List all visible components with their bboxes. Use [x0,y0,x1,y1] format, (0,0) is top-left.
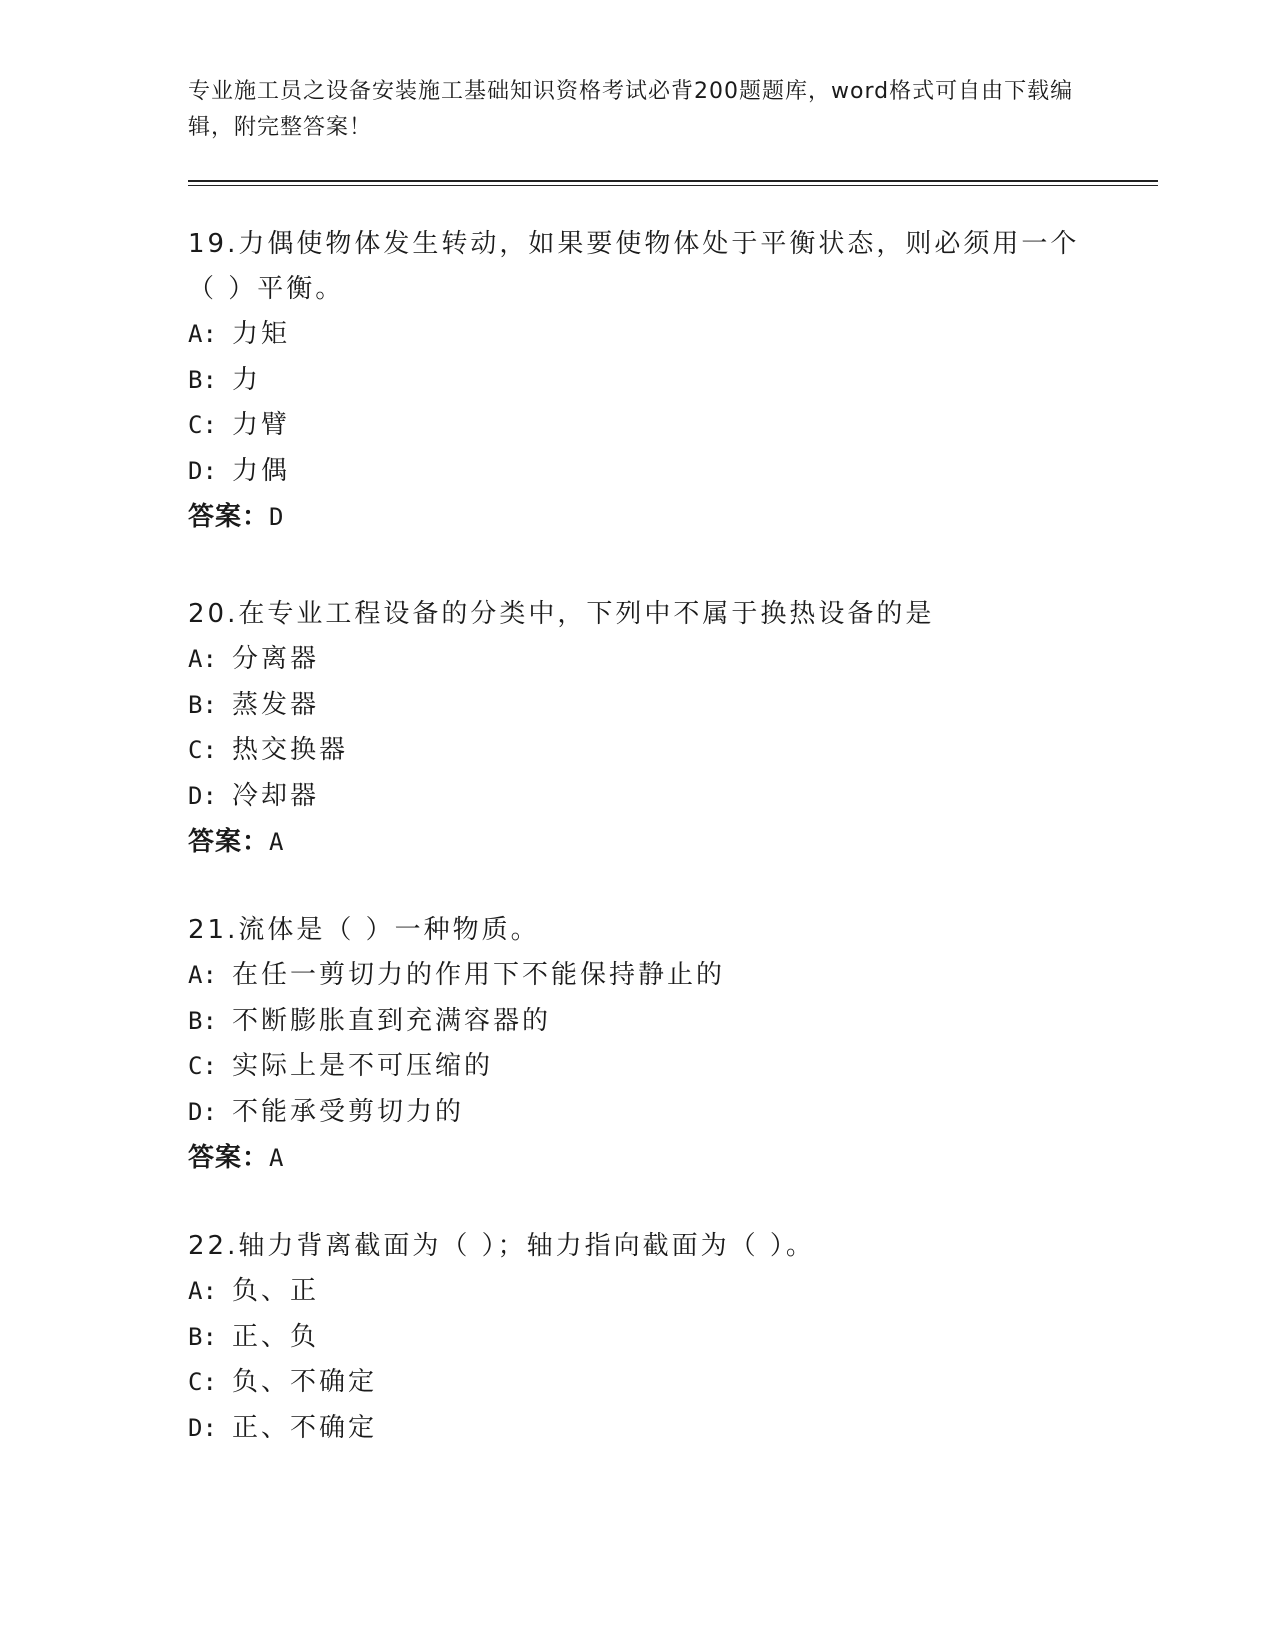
option-text: 热交换器 [232,735,349,765]
option-text: 不能承受剪切力的 [232,1096,465,1127]
option-d [188,1090,1088,1136]
option-letter: B: [188,690,217,719]
option-letter: D: [188,1413,217,1442]
option-text: 分离器 [232,644,320,674]
answer-line [188,494,1088,540]
option-text: 正、负 [232,1321,320,1352]
option-c [188,1044,1088,1090]
option-letter: D: [188,456,217,485]
option-c [188,403,1088,449]
option-letter: D: [188,781,217,810]
option-text: 不断膨胀直到充满容器的 [232,1005,552,1036]
option-d [188,774,1088,820]
answer-value: A [269,1144,285,1172]
option-text: 力矩 [232,319,291,349]
question-stem: 22.轴力背离截面为（ ）；轴力指向截面为（ ）。 [188,1231,815,1261]
option-text: 正、不确定 [232,1412,378,1443]
question-22 [188,1224,1088,1451]
answer-label: 答案： [188,502,270,532]
option-text: 在任一剪切力的作用下不能保持静止的 [232,960,726,990]
answer-line [188,1135,1088,1181]
option-d [188,1406,1088,1452]
option-letter: C: [188,411,217,439]
option-b [188,358,1088,404]
answer-value: D [269,503,285,531]
question-stem: 20.在专业工程设备的分类中，下列中不属于换热设备的是 [188,599,935,629]
option-letter: B: [188,365,217,394]
option-text: 冷却器 [232,780,320,811]
option-letter: B: [188,1006,217,1035]
option-letter: C: [188,1368,217,1396]
option-text: 力臂 [232,410,291,440]
option-c [188,1360,1088,1406]
question-19 [188,222,1088,540]
option-letter: C: [188,736,217,764]
question-21 [188,908,1088,1181]
option-letter: D: [188,1097,217,1126]
option-text: 力 [232,364,262,395]
option-text: 蒸发器 [232,689,320,720]
option-text: 负、不确定 [232,1367,378,1397]
answer-value: A [269,828,285,856]
option-letter: A: [188,645,217,673]
option-a [188,637,1088,683]
question-stem: 19.力偶使物体发生转动，如果要使物体处于平衡状态，则必须用一个（ ）平衡。 [188,229,1080,304]
option-letter: C: [188,1052,217,1080]
option-letter: A: [188,320,217,348]
document-header: 专业施工员之设备安装施工基础知识资格考试必背200题题库，word格式可自由下载编辑，附完整答案！ [188,79,1074,140]
option-letter: B: [188,1322,217,1351]
option-text: 力偶 [232,455,291,486]
option-d [188,449,1088,495]
option-c [188,728,1088,774]
option-letter: A: [188,1277,217,1305]
answer-line [188,819,1088,865]
answer-label: 答案： [188,1143,270,1173]
header-divider-thin [188,185,1158,186]
question-stem: 21.流体是（ ）一种物质。 [188,915,540,945]
header-divider-thick [188,180,1158,182]
question-20 [188,592,1088,865]
option-letter: A: [188,961,217,989]
option-a [188,1269,1088,1315]
option-b [188,1315,1088,1361]
option-b [188,999,1088,1045]
option-a [188,953,1088,999]
option-text: 负、正 [232,1276,320,1306]
answer-label: 答案： [188,827,270,857]
option-b [188,683,1088,729]
option-text: 实际上是不可压缩的 [232,1051,494,1081]
option-a [188,312,1088,358]
